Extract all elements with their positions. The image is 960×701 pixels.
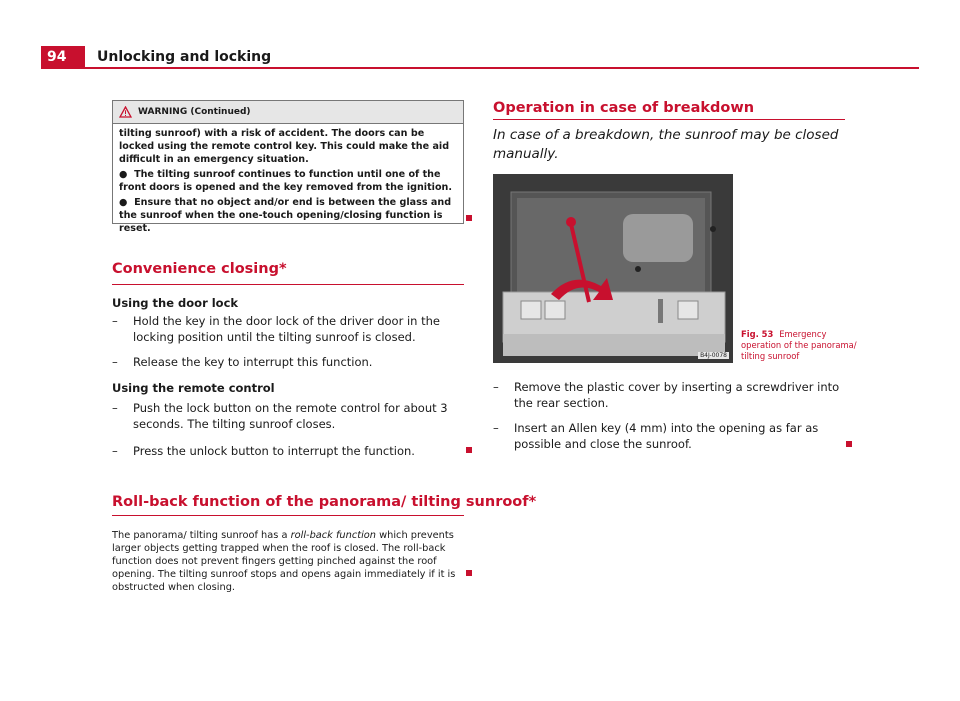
convenience-heading: Convenience closing* [112,261,287,277]
page-number: 94 [41,46,85,68]
list-item: – Hold the key in the door lock of the driver door in the locking position until the tilting sunroof is closed. [112,314,440,344]
section-end-mark [466,570,472,576]
dash-marker: – [112,444,118,458]
figure-caption: Fig. 53 Emergency operation of the panorama/ tilting sunroof [741,329,857,361]
bullet-icon: ● [119,169,128,180]
list-item: – Remove the plastic cover by inserting a screwdriver into the rear section. [493,380,840,410]
page-header-title: Unlocking and locking [97,49,272,65]
dash-marker: – [112,314,118,328]
remote-subheading: Using the remote control [112,381,275,395]
section-end-mark [466,215,472,221]
rollback-heading: Roll-back function of the panorama/ tilting sunroof* [112,494,537,510]
warning-header [113,101,463,124]
figure-image-id: B4J-0078 [700,352,727,359]
warning-body [113,124,463,235]
rollback-rule [112,515,464,516]
dash-marker: – [112,401,118,415]
list-item: – Push the lock button on the remote control for about 3 seconds. The tilting sunroof closes. [112,401,448,431]
warning-bullet-item: ● Ensure that no object and/or end is between the glass and the sunroof when the one-touch opening/closing function is reset. [119,197,452,234]
dash-marker: – [493,380,499,394]
list-item: – Release the key to interrupt this function. [112,355,373,369]
warning-box [112,100,464,234]
section-end-mark [846,441,852,447]
breakdown-heading: Operation in case of breakdown [493,100,755,116]
rollback-paragraph: The panorama/ tilting sunroof has a roll-back function which prevents larger objects getting trapped when the roof is closed. The roll-back function does not prevent fingers getting pinched against the roof opening. The tilting sunroof stops and opens again immediately if it is obstructed when closing. [112,530,456,593]
sunroof-illustration [493,174,733,363]
section-end-mark [466,447,472,453]
warning-triangle-icon [119,106,132,118]
warning-title: WARNING (Continued) [138,107,251,117]
door-lock-subheading: Using the door lock [112,296,239,310]
bullet-icon: ● [119,197,128,208]
list-item: – Press the unlock button to interrupt the function. [112,444,415,458]
figure-sunroof-emergency [493,174,733,363]
dash-marker: – [112,355,118,369]
warning-bullet-item: ● The tilting sunroof continues to function until one of the front doors is opened and the key removed from the ignition. [119,169,453,193]
list-item: – Insert an Allen key (4 mm) into the opening as far as possible and close the sunroof. [493,421,819,451]
convenience-rule [112,284,464,285]
warning-paragraph: tilting sunroof) with a risk of accident. The doors can be locked using the remote control key. This could make the aid difficult in an emergency situation. [119,128,450,165]
breakdown-rule [493,119,845,120]
breakdown-intro: In case of a breakdown, the sunroof may be closed manually. [493,127,839,162]
figure-label: Fig. 53 [741,329,774,339]
header-rule [41,67,919,69]
dash-marker: – [493,421,499,435]
